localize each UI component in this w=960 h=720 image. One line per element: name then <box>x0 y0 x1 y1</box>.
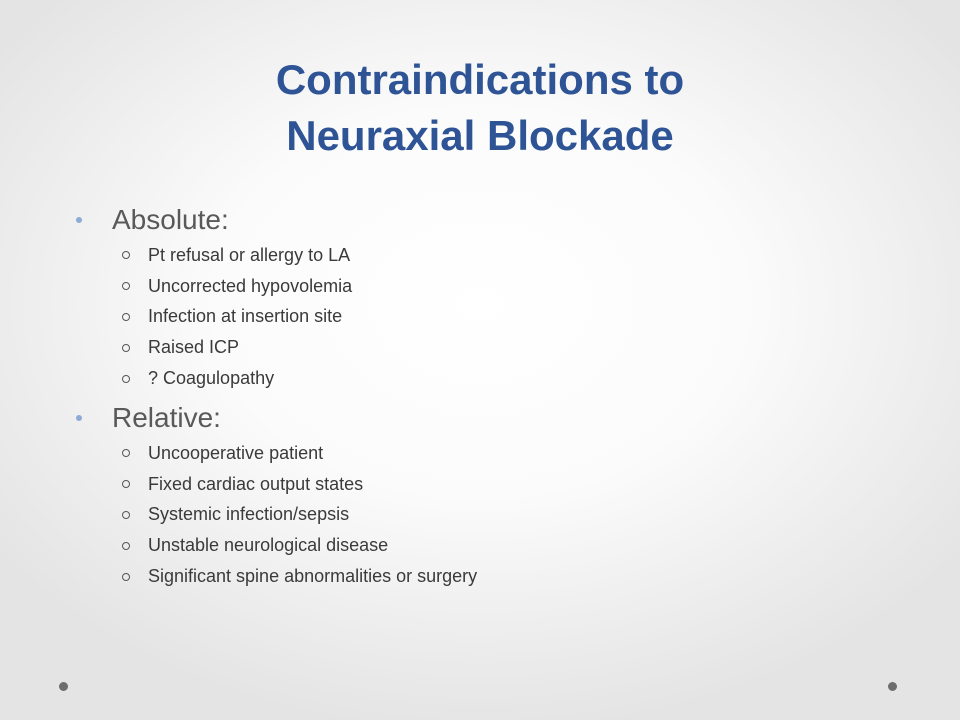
list-item <box>74 530 894 561</box>
hollow-circle-icon <box>122 282 130 290</box>
section-heading-label: Absolute: <box>112 204 229 235</box>
hollow-circle-icon <box>122 542 130 550</box>
list-item-text: Uncooperative patient <box>148 442 324 463</box>
sub-list <box>74 240 894 394</box>
hollow-circle-icon <box>122 375 130 383</box>
list-item <box>74 332 894 363</box>
hollow-circle-icon <box>122 449 130 457</box>
list-item-text: ? Coagulopathy <box>148 368 275 389</box>
hollow-circle-icon <box>122 251 130 259</box>
corner-dot-icon <box>59 682 68 691</box>
corner-dot-icon <box>888 682 897 691</box>
list-item-text: Fixed cardiac output states <box>148 473 364 494</box>
sub-list <box>74 438 894 592</box>
hollow-circle-icon <box>122 480 130 488</box>
list-item <box>74 302 894 333</box>
hollow-circle-icon <box>122 511 130 519</box>
list-item <box>74 240 894 271</box>
list-item <box>74 363 894 394</box>
hollow-circle-icon <box>122 313 130 321</box>
section-relative <box>74 398 894 592</box>
bullet-dot-icon <box>76 217 82 223</box>
list-item-text: Significant spine abnormalities or surgery <box>148 566 478 587</box>
slide-title <box>0 52 960 164</box>
section-heading <box>74 398 894 438</box>
hollow-circle-icon <box>122 344 130 352</box>
list-item-text: Infection at insertion site <box>148 306 343 327</box>
list-item <box>74 561 894 592</box>
list-item <box>74 271 894 302</box>
title-line-2: Neuraxial Blockade <box>286 112 674 159</box>
list-item <box>74 469 894 500</box>
list-item <box>74 438 894 469</box>
section-heading-label: Relative: <box>112 401 221 433</box>
list-item-text: Raised ICP <box>148 337 240 358</box>
hollow-circle-icon <box>122 573 130 581</box>
list-item-text: Uncorrected hypovolemia <box>148 275 353 296</box>
section-heading <box>74 200 894 240</box>
list-item-text: Unstable neurological disease <box>148 535 389 556</box>
section-absolute <box>74 200 894 394</box>
list-item-text: Systemic infection/sepsis <box>148 504 350 525</box>
bullet-dot-icon <box>76 415 82 421</box>
slide-content <box>74 200 894 596</box>
title-line-1: Contraindications to <box>275 56 685 103</box>
list-item-text: Pt refusal or allergy to LA <box>148 244 351 265</box>
list-item <box>74 500 894 531</box>
